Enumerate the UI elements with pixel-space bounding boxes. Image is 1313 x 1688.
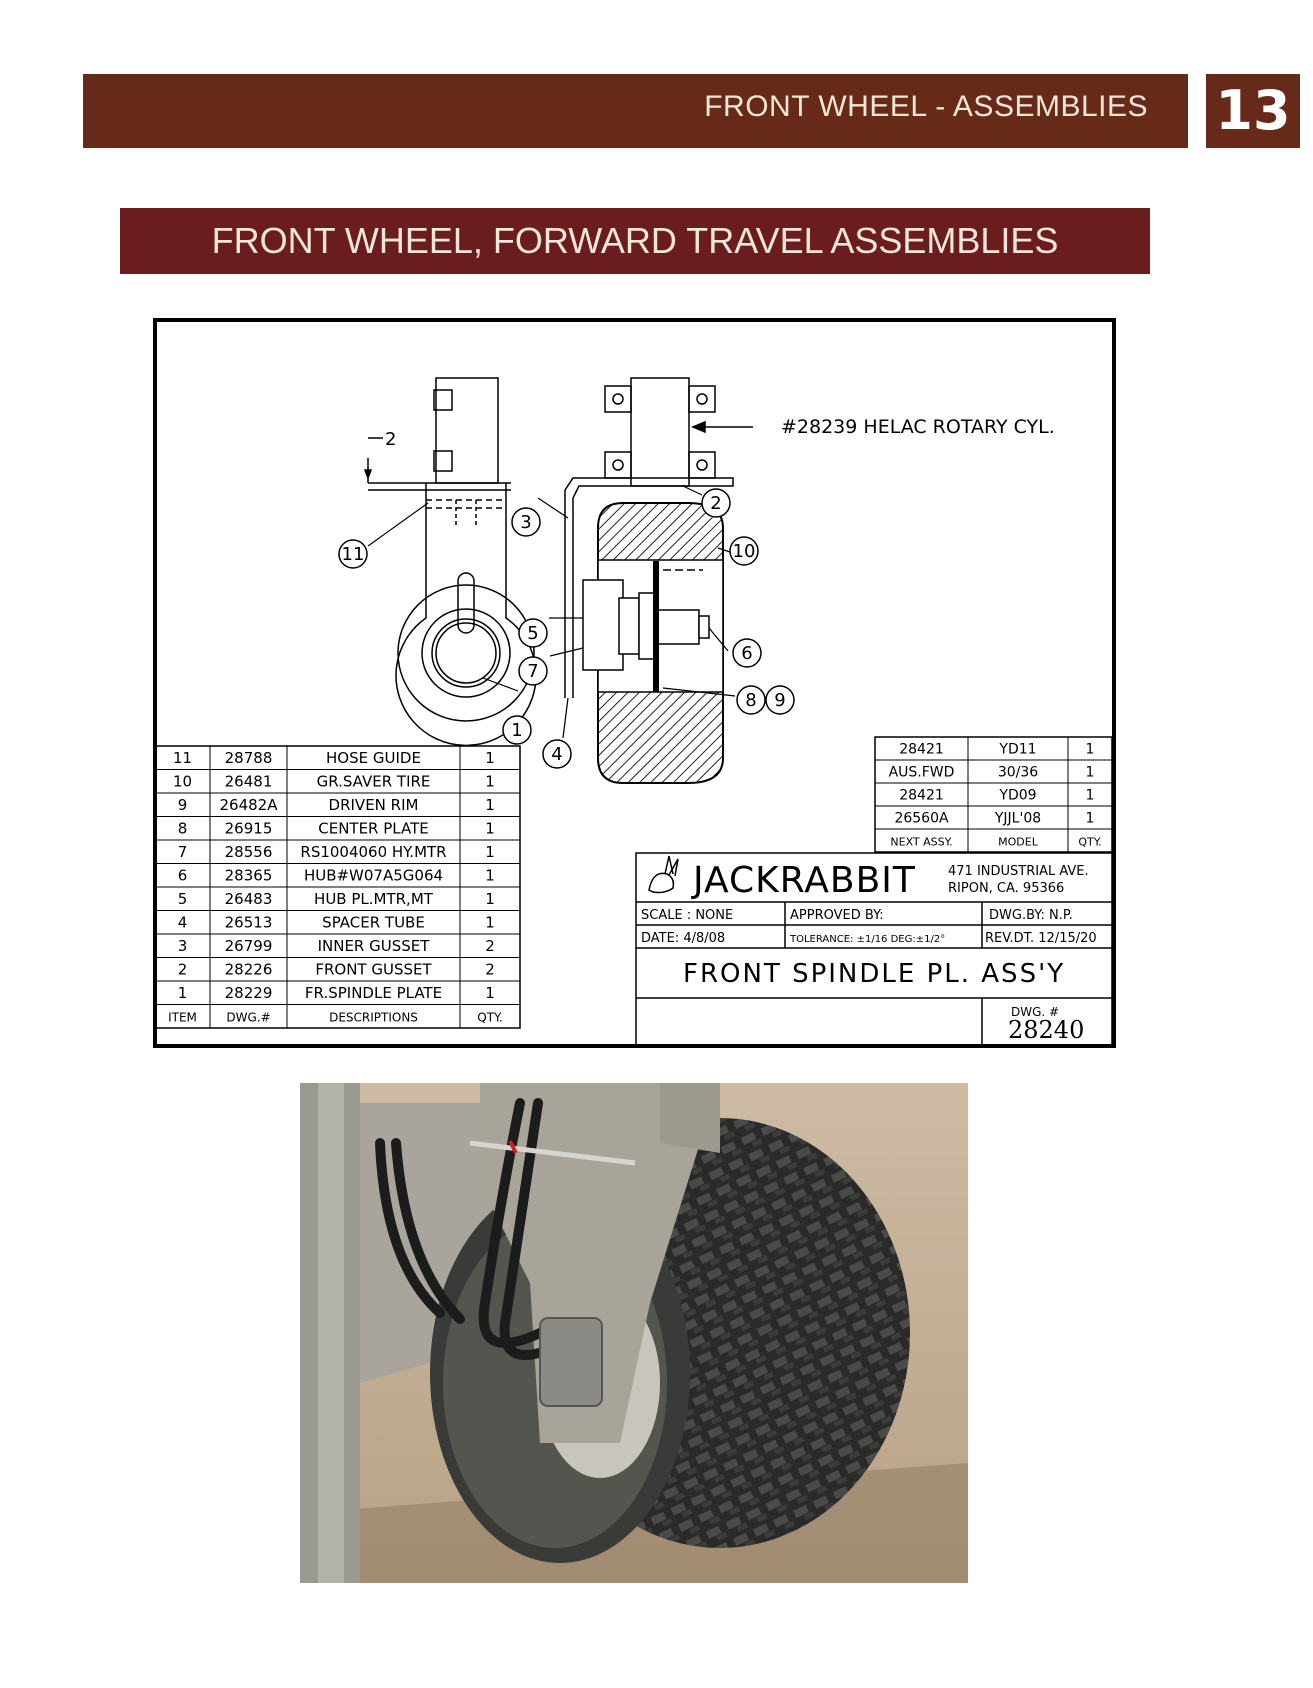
assy-table-cell: YD09 [999, 787, 1037, 804]
parts-table-cell: 1 [485, 772, 495, 791]
parts-table-cell: DRIVEN RIM [328, 795, 419, 814]
parts-table-header-cell: DWG.# [226, 1010, 271, 1025]
parts-table-cell: HOSE GUIDE [326, 748, 421, 767]
parts-table-cell: CENTER PLATE [318, 819, 429, 838]
parts-table-cell: 1 [177, 983, 188, 1002]
section-title-bar [120, 208, 1150, 274]
approved-label: APPROVED BY: [790, 908, 884, 923]
parts-table-cell: 1 [485, 795, 495, 814]
parts-table-cell: 1 [485, 983, 495, 1002]
revision-date-label: REV.DT. 12/15/20 [985, 931, 1097, 946]
parts-table-cell: 28365 [224, 866, 273, 885]
parts-table-cell: 6 [177, 866, 188, 885]
parts-table-cell: INNER GUSSET [317, 936, 430, 955]
parts-table-header-cell: DESCRIPTIONS [329, 1010, 418, 1025]
parts-table-cell: 1 [485, 819, 495, 838]
parts-table-header-cell: QTY. [477, 1010, 503, 1025]
page-number: 13 [1206, 74, 1300, 148]
parts-table-cell: 9 [177, 795, 188, 814]
parts-table-cell: 2 [485, 960, 495, 979]
engineering-drawing [153, 318, 1116, 1048]
parts-table-cell: 8 [177, 819, 188, 838]
tolerance-label: TOLERANCE: ±1/16 DEG:±1/2° [790, 934, 946, 945]
parts-table-cell: 26483 [224, 889, 273, 908]
company-name: JACKRABBIT [693, 860, 916, 901]
parts-table-cell: FR.SPINDLE PLATE [304, 983, 443, 1002]
parts-table-cell: 26481 [224, 772, 273, 791]
parts-table-cell: 1 [485, 913, 495, 932]
address-line1: 471 INDUSTRIAL AVE. [948, 864, 1089, 879]
parts-table-cell: GR.SAVER TIRE [316, 772, 431, 791]
assy-table-footer-cell: MODEL [998, 835, 1038, 849]
parts-table-cell: 2 [485, 936, 495, 955]
tire [583, 503, 723, 783]
assy-table-cell: 1 [1085, 741, 1095, 758]
parts-table-cell: 1 [485, 889, 495, 908]
assy-table-cell: 1 [1085, 764, 1095, 781]
assy-table-cell: YD11 [999, 741, 1037, 758]
header-title: FRONT WHEEL - ASSEMBLIES [704, 90, 1148, 123]
balloon-6: 6 [741, 643, 753, 664]
parts-table-cell: 28556 [224, 842, 273, 861]
balloon-8: 8 [745, 690, 757, 711]
assy-table-cell: 30/36 [997, 764, 1039, 781]
front-wheel-photo [300, 1083, 968, 1583]
parts-table-cell: SPACER TUBE [322, 913, 425, 932]
parts-table-cell: 26482A [219, 795, 278, 814]
assy-table-cell: 28421 [899, 741, 944, 758]
parts-table-cell: HUB#W07A5G064 [303, 866, 444, 885]
parts-table-cell: 28229 [224, 983, 273, 1002]
parts-table-cell: 26799 [224, 936, 273, 955]
parts-table-cell: 5 [177, 889, 188, 908]
parts-table-header-cell: ITEM [168, 1010, 197, 1025]
parts-table-cell: 3 [177, 936, 188, 955]
parts-table-cell: 28788 [224, 748, 273, 767]
balloon-4: 4 [551, 744, 563, 765]
address-line2: RIPON, CA. 95366 [948, 881, 1065, 896]
assy-table-footer-cell: NEXT ASSY. [890, 835, 953, 849]
parts-table-cell: 2 [177, 960, 188, 979]
parts-table-cell: 28226 [224, 960, 273, 979]
drawing-number: 28240 [1008, 1016, 1085, 1044]
assy-table-footer-cell: QTY. [1078, 835, 1102, 849]
balloon-11: 11 [341, 544, 365, 565]
parts-table-cell: 1 [485, 748, 495, 767]
assy-table-cell: 26560A [894, 810, 949, 827]
parts-table-cell: 7 [177, 842, 188, 861]
header-band [83, 74, 1188, 148]
balloon-1: 1 [511, 720, 523, 741]
drawn-by-label: DWG.BY: N.P. [989, 908, 1073, 923]
assy-table-cell: YJJL'08 [994, 810, 1042, 827]
balloon-2: 2 [710, 493, 722, 514]
parts-table-cell: 11 [172, 748, 193, 767]
parts-table-cell: 26513 [224, 913, 273, 932]
part-title: FRONT SPINDLE PL. ASS'Y [683, 959, 1066, 989]
parts-table-cell: 4 [177, 913, 188, 932]
balloon-7: 7 [527, 661, 539, 682]
parts-table-cell: 26915 [224, 819, 273, 838]
dimension-label: 2 [385, 429, 397, 450]
date-label: DATE: 4/8/08 [641, 931, 726, 946]
assy-table-cell: 28421 [899, 787, 944, 804]
assy-table-cell: 1 [1085, 787, 1095, 804]
scale-label: SCALE : NONE [641, 908, 734, 923]
parts-table-cell: 10 [172, 772, 193, 791]
balloon-3: 3 [520, 512, 532, 533]
parts-table-cell: FRONT GUSSET [315, 960, 432, 979]
cylinder-label: #28239 HELAC ROTARY CYL. [781, 416, 1055, 438]
parts-table-cell: 1 [485, 866, 495, 885]
parts-table-cell: RS1004060 HY.MTR [300, 842, 447, 861]
assy-table-cell: 1 [1085, 810, 1095, 827]
parts-table-cell: 1 [485, 842, 495, 861]
balloon-10: 10 [732, 541, 756, 562]
balloon-5: 5 [527, 623, 539, 644]
parts-table-cell: HUB PL.MTR,MT [314, 889, 433, 908]
assy-table-cell: AUS.FWD [888, 764, 955, 781]
section-title: FRONT WHEEL, FORWARD TRAVEL ASSEMBLIES [211, 220, 1059, 261]
balloon-9: 9 [774, 690, 786, 711]
drawing-number-label: DWG. # [1011, 1005, 1060, 1019]
